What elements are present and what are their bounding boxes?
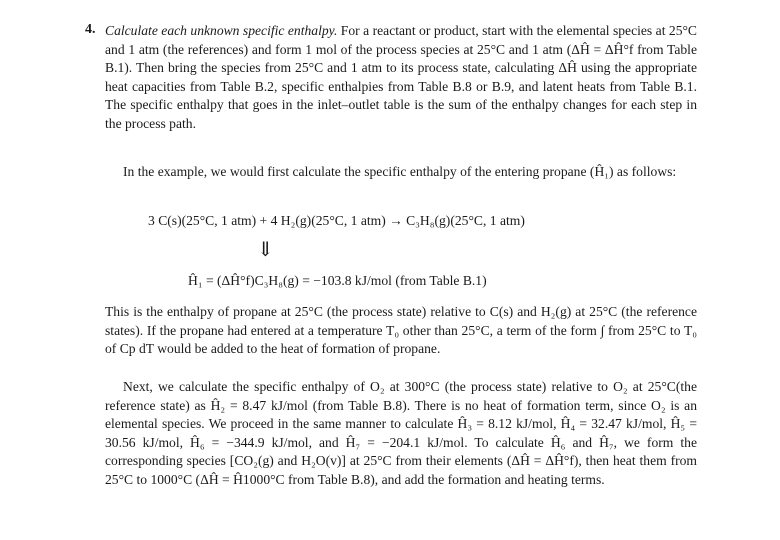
step-paragraph xyxy=(105,22,697,134)
step-heading: Calculate each unknown specific enthalpy. xyxy=(105,23,338,38)
reaction-equation: 3 C(s)(25°C, 1 atm) + 4 H₂(g)(25°C, 1 atm) → C₃H₈(g)(25°C, 1 atm) xyxy=(148,213,525,228)
step-number: 4. xyxy=(85,22,96,37)
paragraph-after: This is the enthalpy of propane at 25°C (the process state) relative to C(s) and H₂(g) at 25°C (the reference states). If the propane had entered at a temperature T₀ other than 25°C, a term of the form ∫ from 25°C to T₀ of Cp dT would be added to the heat of formation of propane. xyxy=(105,304,697,357)
result-equation: Ĥ₁ = (ΔĤ°f)C₃H₈(g) = −103.8 kJ/mol (from Table B.1) xyxy=(188,273,487,288)
example-intro: In the example, we would first calculate the specific enthalpy of the entering propane (Ĥ₁) as follows: xyxy=(123,164,677,179)
paragraph-next: Next, we calculate the specific enthalpy of O₂ at 300°C (the process state) relative to O₂ at 25°C(the reference state) as Ĥ₂ = 8.47 kJ/mol (from Table B.8). There is no heat of formation term, since O₂ is an elemental species. We proceed in the same manner to calculate Ĥ₃ = 8.12 kJ/mol, Ĥ₄ = 32.47 kJ/mol, Ĥ₅ = 30.56 kJ/mol, Ĥ₆ = −344.9 kJ/mol, and Ĥ₇ = −204.1 kJ/mol. To calculate Ĥ₆ and Ĥ₇, we form the corresponding species [CO₂(g) and H₂O(v)] at 25°C from their elements (ΔĤ = ΔĤ°f), then heat them from 25°C to 1000°C (ΔĤ = Ĥ1000°C from Table B.8), and add the formation and heating terms. xyxy=(105,379,697,487)
down-arrow-icon: ⇓ xyxy=(257,239,274,261)
step-body: For a reactant or product, start with the elemental species at 25°C and 1 atm (the references) and form 1 mol of the process species at 25°C and 1 atm (ΔĤ = ΔĤ°f from Table B.1). Then bring the species from 25°C and 1 atm to its process state, calculating ΔĤ using the appropriate heat capacities from Table B.2, specific enthalpies from Table B.8 or B.9, and latent heats from Table B.1. The specific enthalpy that goes in the inlet–outlet table is the sum of the enthalpy changes for each step in the process path. xyxy=(105,23,698,131)
